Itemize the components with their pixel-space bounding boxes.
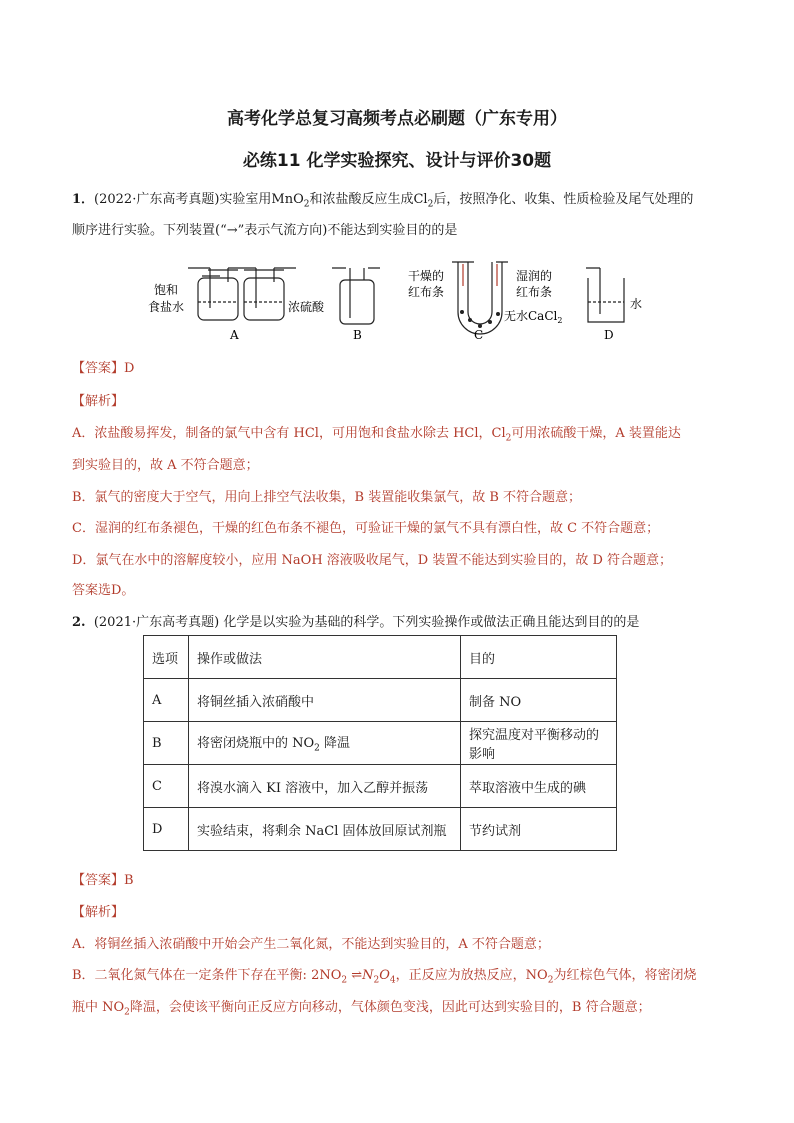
label-C: C <box>474 328 484 342</box>
table-cell-goal: 萃取溶液中生成的碘 <box>461 765 617 808</box>
document-title: 高考化学总复习高频考点必刷题（广东专用） <box>227 109 567 129</box>
table-row <box>144 679 617 722</box>
q1-analysis-b: B．氯气的密度大于空气，用向上排空气法收集，B 装置能收集氯气，故 B 不符合题意； <box>72 490 582 505</box>
q2-number: 2. <box>72 615 86 630</box>
table-header: 操作或做法 <box>189 636 461 679</box>
label-red-cloth-2: 红布条 <box>516 285 553 299</box>
table-header: 选项 <box>144 636 189 679</box>
label-wet: 湿润的 <box>516 269 553 283</box>
q1-analysis-a: A．浓盐酸易挥发，制备的氯气中含有 HCl，可用饱和食盐水除去 HCl，$Cl_2$可用浓硫酸干燥，A 装置能达 <box>72 426 681 444</box>
q1-analysis-label: 【解析】 <box>72 394 125 409</box>
table-cell-operation: 将溴水滴入 KI 溶液中，加入乙醇并振荡 <box>189 765 461 808</box>
table-cell-operation: 将密闭烧瓶中的 $NO_2$ 降温 <box>189 722 461 765</box>
label-brine: 食盐水 <box>148 300 185 314</box>
table-cell-operation: 实验结束，将剩余 NaCl 固体放回原试剂瓶 <box>189 808 461 851</box>
table-header: 目的 <box>461 636 617 679</box>
q1-analysis-d: D．氯气在水中的溶解度较小，应用 NaOH 溶液吸收尾气，D 装置不能达到实验目的，故 D 符合题意； <box>72 553 673 568</box>
q2-stem: 2. (2021·广东高考真题) 化学是以实验为基础的科学。下列实验操作或做法正确且能达到目的的是 <box>72 615 640 630</box>
apparatus-diagram <box>140 250 660 344</box>
q1-number: 1． <box>72 192 95 207</box>
label-conc-acid: 浓硫酸 <box>288 300 325 314</box>
label-B: B <box>353 328 362 342</box>
table-row <box>144 765 617 808</box>
q2-analysis-b2: 瓶中 $NO_2$降温，会使该平衡向正反应方向移动，气体颜色变浅，因此可达到实验目的，B 符合题意； <box>72 1000 651 1018</box>
label-cacl2: 无水CaCl$_2$ <box>504 309 563 325</box>
q2-analysis-b1: B．二氧化氮气体在一定条件下存在平衡: $2NO_2$ $\rightleftharpoons N_2O_4$，正反应为放热反应，$NO_2$为红棕色气体，将密闭烧 <box>72 968 697 986</box>
label-A: A <box>230 328 239 342</box>
table-cell-goal: 节约试剂 <box>461 808 617 851</box>
table-row <box>144 808 617 851</box>
table-row <box>144 722 617 765</box>
q2-analysis-a: A．将铜丝插入浓硝酸中开始会产生二氧化氮，不能达到实验目的，A 不符合题意； <box>72 937 550 952</box>
label-dry: 干燥的 <box>408 269 445 283</box>
q2-answer: 【答案】B <box>72 873 134 888</box>
table-cell-option: D <box>144 808 189 851</box>
label-water: 水 <box>630 297 643 311</box>
table-cell-option: C <box>144 765 189 808</box>
table-cell-goal: 探究温度对平衡移动的影响 <box>461 722 617 765</box>
table-header-row <box>144 636 617 679</box>
label-red-cloth-1: 红布条 <box>408 285 445 299</box>
table-cell-operation: 将铜丝插入浓硝酸中 <box>189 679 461 722</box>
q1-answer: 【答案】D <box>72 361 135 376</box>
table-cell-option: B <box>144 722 189 765</box>
q1-analysis-a2: 到实验目的，故 A 不符合题意； <box>72 458 259 473</box>
q2-analysis-label: 【解析】 <box>72 905 125 920</box>
q1-analysis-c: C．湿润的红布条褪色，干燥的红色布条不褪色，可验证干燥的氯气不具有漂白性，故 C 不符合题意； <box>72 521 660 536</box>
label-D: D <box>604 328 614 342</box>
table-cell-goal: 制备 NO <box>461 679 617 722</box>
label-saturated: 饱和 <box>154 283 179 297</box>
options-table <box>143 635 617 851</box>
q1-stem-line2: 顺序进行实验。下列装置(“→”表示气流方向)不能达到实验目的的是 <box>72 223 458 238</box>
table-cell-option: A <box>144 679 189 722</box>
document-subtitle: 必练11 化学实验探究、设计与评价30题 <box>242 151 552 171</box>
q1-conclusion: 答案选D。 <box>72 583 135 598</box>
q1-stem-line1: 1．(2022·广东高考真题)实验室用MnO$_2$和浓盐酸反应生成$Cl_2$后，按照净化、收集、性质检验及尾气处理的 <box>72 192 694 210</box>
